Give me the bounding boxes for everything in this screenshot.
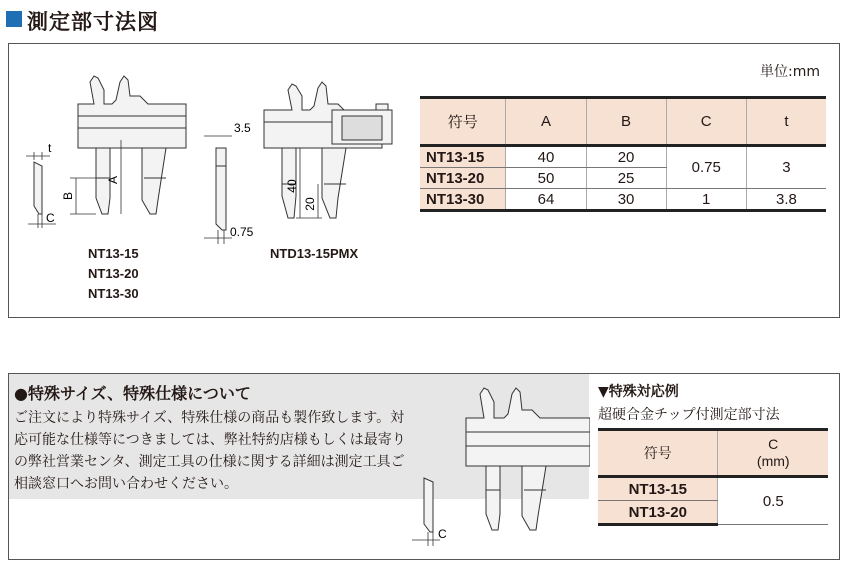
row-c: 1 [666, 189, 746, 211]
header-c [718, 430, 828, 477]
table-header-row [420, 98, 826, 146]
unit-label: 単位:mm [760, 64, 820, 80]
header-c-line2: (mm) [756, 453, 790, 469]
label-20: 20 [303, 197, 317, 211]
row-model: NT13-15 [598, 477, 718, 501]
special-example-subtitle: 超硬合金チップ付測定部寸法 [598, 407, 780, 423]
special-label-c: C [438, 527, 447, 541]
model-label-nt13-30: NT13-30 [88, 286, 139, 301]
row-a: 50 [506, 168, 586, 189]
label-c: C [46, 211, 55, 225]
label-t: t [48, 141, 52, 155]
row-t: 3.8 [746, 189, 826, 211]
label-b: B [61, 191, 75, 201]
dimension-table [420, 96, 826, 212]
table-row [420, 146, 826, 168]
special-heading: ●特殊サイズ、特殊仕様について [14, 384, 251, 403]
row-a: 64 [506, 189, 586, 211]
table-row [598, 477, 828, 501]
header-c: C [666, 98, 746, 146]
row-b: 30 [586, 189, 666, 211]
row-b: 25 [586, 168, 666, 189]
row-model: NT13-15 [420, 146, 506, 168]
label-40: 40 [285, 179, 299, 193]
header-t: t [746, 98, 826, 146]
label-3-5: 3.5 [234, 121, 251, 135]
special-paragraph: ご注文により特殊サイズ、特殊仕様の商品も製作致します。対応可能な仕様等につきましては、弊社特約店様もしくは最寄りの弊社営業センタ、測定工具の仕様に関する詳細は測定工具ご相談窓口へお問い合わせください。 [14, 410, 406, 492]
row-model: NT13-20 [598, 501, 718, 525]
header-code: 符号 [420, 98, 506, 146]
row-b: 20 [586, 146, 666, 168]
header-code: 符号 [598, 430, 718, 477]
header-b: B [586, 98, 666, 146]
merged-c: 0.75 [666, 146, 746, 189]
row-a: 40 [506, 146, 586, 168]
merged-c: 0.5 [718, 477, 828, 525]
header-a: A [506, 98, 586, 146]
label-0-75: 0.75 [230, 225, 254, 239]
table-header-row [598, 430, 828, 477]
table-row [420, 189, 826, 211]
header-c-line1: C [768, 436, 779, 452]
model-label-ntd13-15pmx: NTD13-15PMX [270, 246, 359, 261]
special-table [598, 428, 828, 526]
dimension-diagrams [20, 70, 400, 260]
special-example-heading: ▼特殊対応例 [598, 384, 679, 400]
special-caliper-diagram [410, 380, 590, 556]
merged-t: 3 [746, 146, 826, 189]
model-label-nt13-20: NT13-20 [88, 266, 139, 281]
label-a: A [106, 175, 120, 185]
page-title: 測定部寸法図 [27, 10, 159, 34]
model-label-nt13-15: NT13-15 [88, 246, 139, 261]
row-model: NT13-20 [420, 168, 506, 189]
row-model: NT13-30 [420, 189, 506, 211]
title-square-icon [6, 11, 22, 27]
